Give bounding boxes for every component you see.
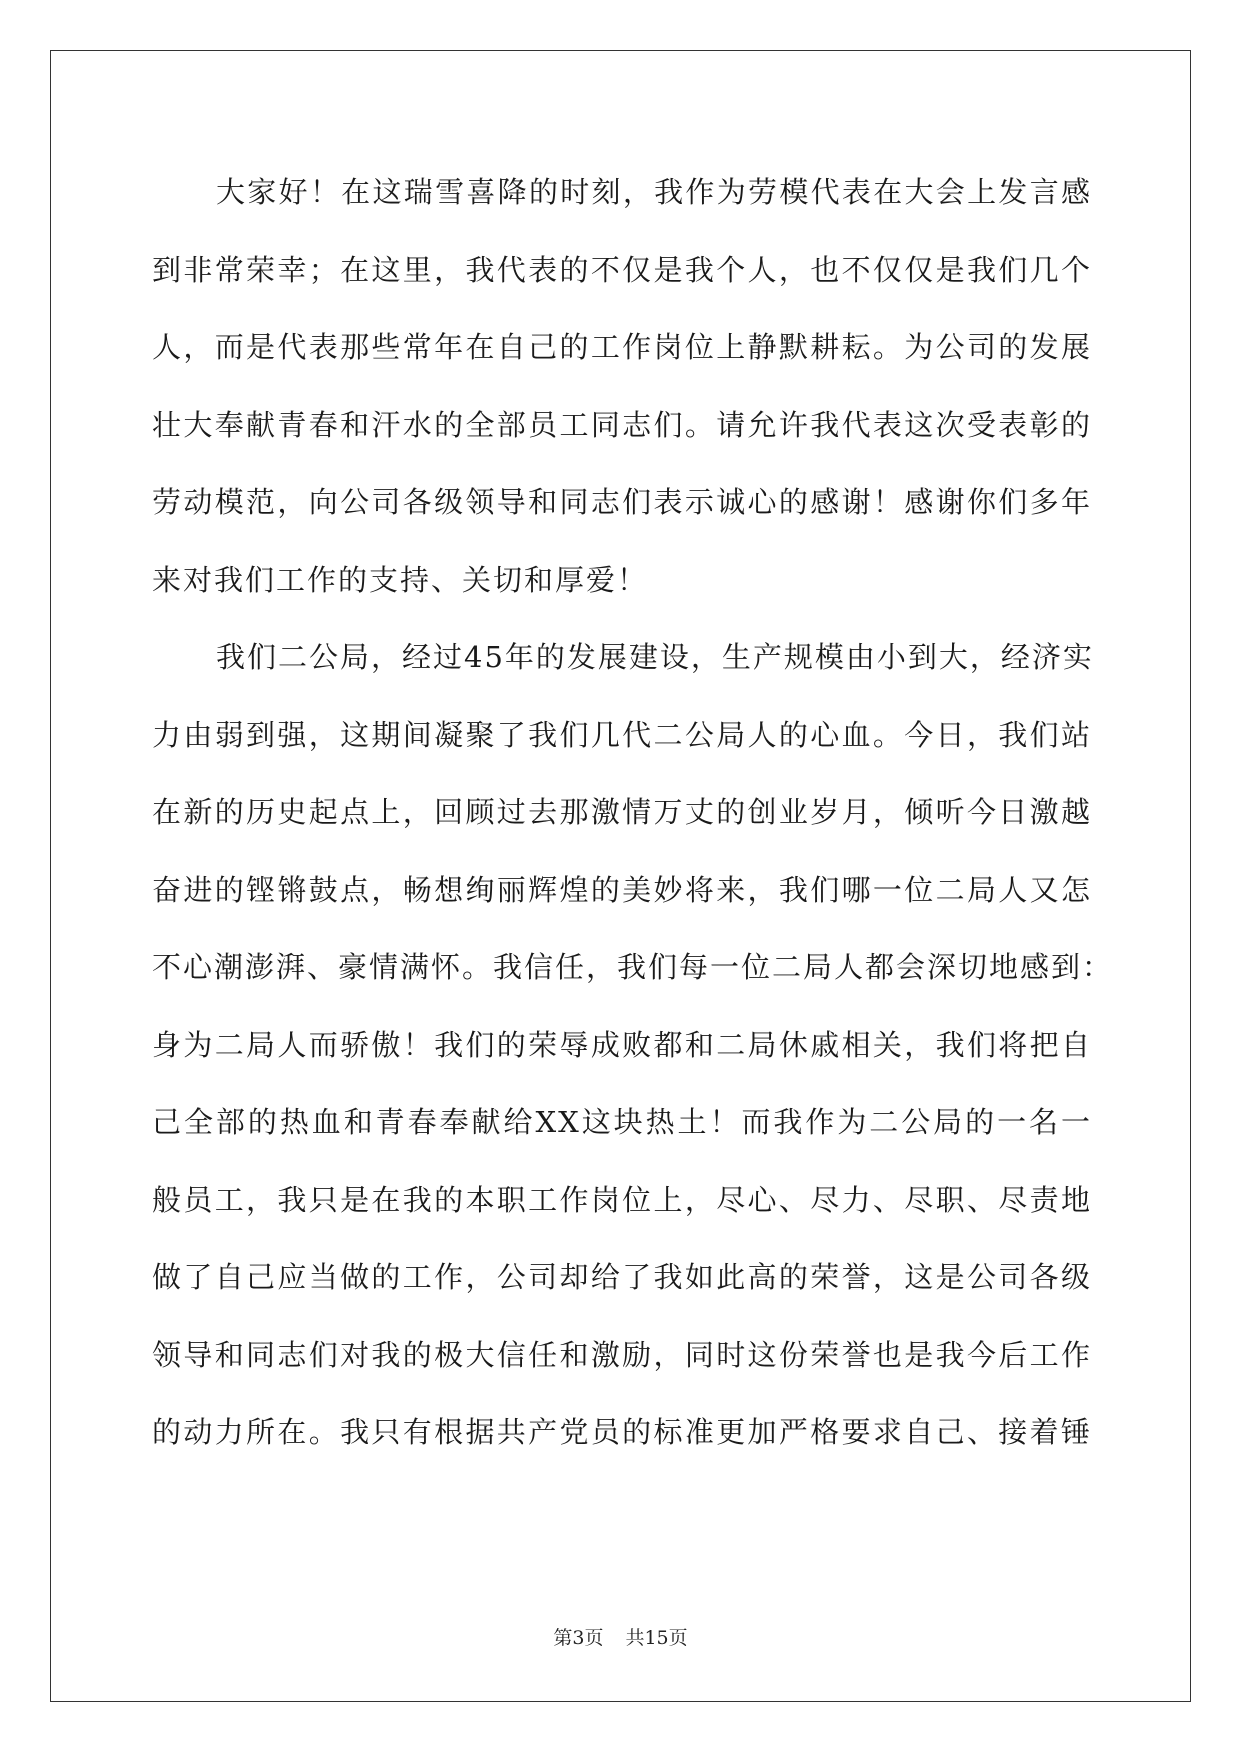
paragraph-2-line-9: 做了自己应当做的工作，公司却给了我如此高的荣誉，这是公司各级	[152, 1260, 1092, 1294]
paragraph-1-line-5: 劳动模范，向公司各级领导和同志们表示诚心的感谢！感谢你们多年	[152, 485, 1092, 519]
paragraph-2-line-10: 领导和同志们对我的极大信任和激励，同时这份荣誉也是我今后工作	[152, 1337, 1092, 1372]
page-total: 共15页	[625, 1627, 688, 1649]
paragraph-1-line-6: 来对我们工作的支持、关切和厚爱！	[152, 562, 649, 597]
paragraph-2-line-2: 力由弱到强，这期间凝聚了我们几代二公局人的心血。今日，我们站	[152, 717, 1092, 752]
document-body	[152, 165, 1114, 1483]
paragraph-1-line-2: 到非常荣幸；在这里，我代表的不仅是我个人，也不仅仅是我们几个	[152, 252, 1092, 287]
paragraph-2-line-6: 身为二局人而骄傲！我们的荣辱成败都和二局休戚相关，我们将把自	[152, 1027, 1092, 1062]
paragraph-1-line-3: 人，而是代表那些常年在自己的工作岗位上静默耕耘。为公司的发展	[152, 330, 1092, 364]
paragraph-2-line-1: 我们二公局，经过45年的发展建设，生产规模由小到大，经济实	[216, 640, 1094, 674]
paragraph-2-line-4: 奋进的铿锵鼓点，畅想绚丽辉煌的美妙将来，我们哪一位二局人又怎	[152, 872, 1092, 907]
paragraph-2-line-7: 己全部的热血和青春奉献给XX这块热土！而我作为二公局的一名一	[152, 1105, 1092, 1139]
paragraph-2-line-11: 的动力所在。我只有根据共产党员的标准更加严格要求自己、接着锤	[152, 1415, 1092, 1449]
paragraph-1-line-4: 壮大奉献青春和汗水的全部员工同志们。请允许我代表这次受表彰的	[152, 407, 1092, 442]
page-footer	[0, 1623, 1241, 1650]
paragraph-1-line-1: 大家好！在这瑞雪喜降的时刻，我作为劳模代表在大会上发言感	[216, 175, 1092, 209]
paragraph-2-line-3: 在新的历史起点上，回顾过去那激情万丈的创业岁月，倾听今日激越	[152, 795, 1092, 829]
paragraph-2-line-5: 不心潮澎湃、豪情满怀。我信任，我们每一位二局人都会深切地感到：	[152, 950, 1114, 984]
paragraph-2-line-8: 般员工，我只是在我的本职工作岗位上，尽心、尽力、尽职、尽责地	[152, 1182, 1092, 1217]
page-number: 第3页	[553, 1627, 604, 1649]
